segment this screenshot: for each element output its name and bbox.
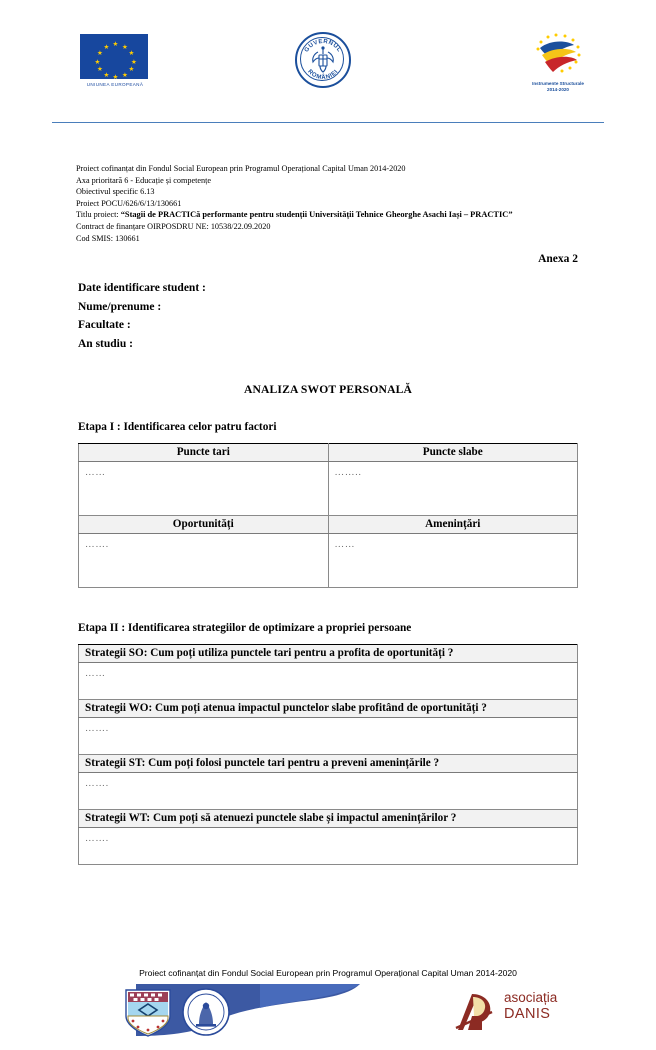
footer-logo-row [52,982,604,1044]
swot-header-row-opportunities-threats [79,515,578,533]
gov-seal-ring-text [297,34,349,86]
page-footer [0,968,656,1044]
project-info-line-6: Contract de finanțare OIRPOSDRU NE: 10538/22.09.2020 [76,221,271,231]
tuiasi-logo-line2: „GHEORGHE ASACHI" DIN IAȘI [252,1018,367,1027]
structural-instruments-icon [512,28,604,80]
project-info-line-4: Proiect POCU/626/6/13/130661 [76,198,182,208]
strategy-question-row-so [79,644,578,662]
strategy-answer-wo[interactable]: ……. [79,717,578,754]
stage2-heading: Etapa II : Identificarea strategiilor de optimizare a propriei persoane [78,621,412,634]
swot-header-weaknesses: Puncte slabe [328,443,578,461]
footer-funding-text: Proiect cofinanțat din Fondul Social European prin Programul Operațional Capital Uman 2014-2020 [139,968,517,978]
structural-instruments-caption [512,81,604,93]
swot-header-opportunities: Oportunități [79,515,329,533]
student-id-heading: Date identificare student : [78,282,206,295]
gov-seal-bottom-text: ROMÂNIEI [306,68,340,82]
structural-instruments-logo [512,28,604,93]
tuiasi-university-logo [110,982,378,1038]
strategy-answer-wt[interactable]: ……. [79,827,578,864]
strategy-question-row-st [79,754,578,772]
strategy-answer-row-so [79,662,578,699]
student-identification-block [78,279,656,353]
swot-header-threats: Amenințări [328,515,578,533]
structural-caption-line1: Instrumente Structurale [532,81,584,86]
swot-cell-strengths[interactable]: …… [79,461,329,515]
danis-logo-text [504,989,557,1023]
student-name-label: Nume/prenume : [78,300,162,313]
project-title-line [76,209,656,221]
swot-content-row-opportunities-threats [79,533,578,587]
eu-flag-logo [80,34,150,87]
project-title-value: “Stagii de PRACTICă performante pentru studenții Universității Tehnice Gheorghe Asachi Iași – PRACTIC” [120,210,513,220]
header-logo-bar [52,26,604,118]
student-year-label: An studiu : [78,337,133,350]
stage1-heading: Etapa I : Identificarea celor patru factori [78,420,277,433]
strategy-question-wo: Strategii WO: Cum poți atenua impactul punctelor slabe profitând de oportunități ? [79,699,578,717]
swot-header-row-strengths-weaknesses [79,443,578,461]
swot-matrix-table [78,443,578,588]
header-divider [52,122,604,123]
tuiasi-logo-line1: UNIVERSITATEA TEHNICĂ [252,1008,348,1017]
structural-caption-line2: 2014-2020 [547,87,569,92]
danis-logo-line2: DANIS [504,1006,551,1022]
strategy-answer-row-wt [79,827,578,864]
strategy-question-st: Strategii ST: Cum poți folosi punctele tari pentru a preveni amenințările ? [79,754,578,772]
swot-cell-threats[interactable]: …… [328,533,578,587]
danis-association-logo [452,988,604,1034]
romanian-eagle-coat-of-arms-icon [309,45,337,75]
eu-flag-icon: ★ ★ ★ ★ ★ ★ ★ ★ ★ ★ ★ ★ [80,34,148,79]
student-faculty-label: Facultate : [78,319,131,332]
swot-cell-weaknesses[interactable]: …….. [328,461,578,515]
swot-content-row-strengths-weaknesses [79,461,578,515]
document-page [0,26,656,1050]
gov-seal-top-text: GUVERNUL [303,38,343,54]
project-info-line-2: Axa prioritară 6 - Educație și competențe [76,175,212,185]
danis-mark-icon [452,988,500,1034]
project-info-line-7: Cod SMIS: 130661 [76,233,140,243]
project-info-line-3: Obiectivul specific 6.13 [76,187,155,197]
strategy-question-row-wt [79,809,578,827]
strategy-question-wt: Strategii WT: Cum poți să atenuezi punctele slabe și impactul amenințărilor ? [79,809,578,827]
danis-logo-line1: asociația [504,990,558,1005]
strategy-answer-row-st [79,772,578,809]
strategies-table [78,644,578,865]
swot-cell-opportunities[interactable]: ……. [79,533,329,587]
eu-logo-caption: UNIUNEA EUROPEANĂ [86,82,144,87]
strategy-answer-row-wo [79,717,578,754]
romanian-government-seal-logo [295,32,351,88]
gov-seal-icon [295,32,351,88]
annex-label: Anexa 2 [538,253,578,266]
project-info-block [76,163,656,244]
page-title: ANALIZA SWOT PERSONALĂ [243,382,412,396]
strategy-answer-so[interactable]: …… [79,662,578,699]
strategy-answer-st[interactable]: ……. [79,772,578,809]
swot-header-strengths: Puncte tari [79,443,329,461]
strategy-question-row-wo [79,699,578,717]
project-info-line-1: Proiect cofinanțat din Fondul Social European prin Programul Operațional Capital Uman 2014-2020 [76,164,406,173]
project-title-label: Titlu proiect: [76,210,119,220]
strategy-question-so: Strategii SO: Cum poți utiliza punctele tari pentru a profita de oportunități ? [79,644,578,662]
